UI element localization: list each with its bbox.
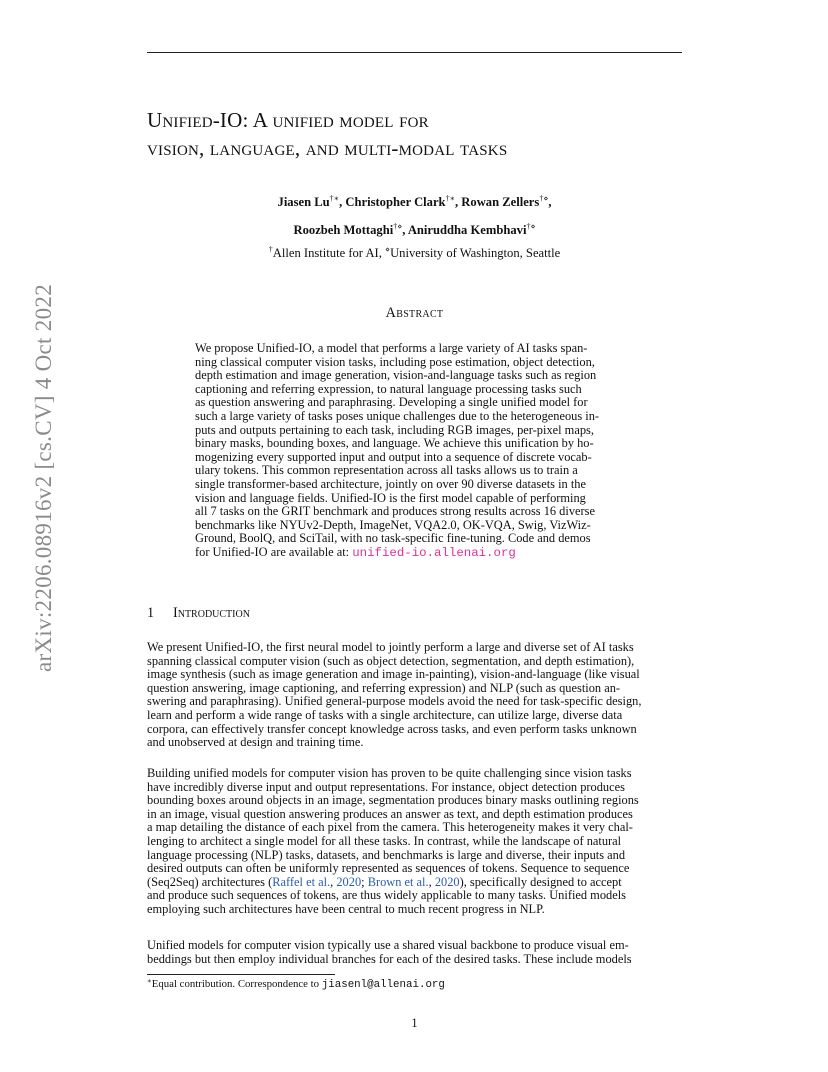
affil-org: University of Washington, Seattle [390, 246, 561, 260]
author-list [147, 188, 682, 244]
title-line-2: vision, language, and multi-modal tasks [147, 136, 508, 160]
author-sep: , [548, 195, 552, 209]
body-line: beddings but then employ individual branches for each of the desired tasks. These include models [147, 951, 632, 966]
abstract-line: all 7 tasks on the GRIT benchmark and produces strong results across 16 diverse [195, 504, 595, 519]
abstract-line: single transformer-based architecture, jointly on over 90 diverse datasets in the [195, 476, 586, 491]
author-name: Roozbeh Mottaghi [293, 223, 394, 237]
author-sep: , [455, 195, 462, 209]
abstract-line: puts and outputs pertaining to each task, including RGB images, per-pixel maps, [195, 422, 594, 437]
author-marks: †⋄ [539, 194, 549, 203]
citation-brown-year[interactable]: 2020 [434, 874, 460, 889]
body-text: , [428, 874, 435, 889]
author-name: Rowan Zellers [461, 195, 540, 209]
author-marks: †∗ [445, 194, 455, 203]
footnote-text: Equal contribution. Correspondence to [151, 978, 322, 990]
body-line: and unobserved at design and training time. [147, 735, 364, 750]
arxiv-identifier: arXiv:2206.08916v2 [cs.CV] 4 Oct 2022 [31, 284, 56, 672]
citation-raffel-year[interactable]: 2020 [336, 874, 362, 889]
affiliations [147, 244, 682, 262]
abstract-line [195, 546, 635, 561]
body-line: question answering, image captioning, and referring expression) and NLP (such as question an- [147, 680, 621, 695]
affil-mark: ⋄ [385, 245, 391, 254]
abstract-body [195, 342, 635, 561]
body-text: ; [361, 874, 368, 889]
author-name: Christopher Clark [345, 195, 446, 209]
body-line: a map detailing the distance of each pixel from the camera. This heterogeneity makes it very chal- [147, 820, 633, 835]
body-line: corpora, can effectively transfer concept knowledge across tasks, and even perform tasks unknown [147, 721, 637, 736]
page-number: 1 [411, 1016, 418, 1030]
body-line: Unified models for computer vision typically use a shared visual backbone to produce visual em- [147, 938, 629, 952]
project-link[interactable]: unified-io.allenai.org [352, 545, 516, 560]
author-marks: †⋄ [526, 222, 536, 231]
abstract-last-text: for Unified-IO are available at: [195, 544, 353, 559]
body-line: learn and perform a wide range of tasks with a single architecture, can utilize large, diverse data [147, 707, 623, 722]
abstract-line: captioning and referring expression, to natural language processing tasks such [195, 381, 582, 396]
body-line: employing such architectures have been central to much recent progress in NLP. [147, 901, 545, 916]
title-line-1: Unified-IO: A unified model for [147, 108, 429, 132]
body-text: (Seq2Seq) architectures ( [147, 874, 273, 889]
section-title: Introduction [173, 605, 250, 621]
abstract-line: vision and language fields. Unified-IO is the first model capable of performing [195, 490, 586, 505]
abstract-line: as question answering and paraphrasing. Developing a single unified model for [195, 395, 588, 410]
author-sep: , [402, 223, 408, 237]
intro-paragraph-1 [147, 641, 682, 750]
abstract-line: We propose Unified-IO, a model that performs a large variety of AI tasks span- [195, 341, 588, 355]
section-heading-introduction [147, 605, 250, 622]
abstract-line: ning classical computer vision tasks, including pose estimation, object detection, [195, 354, 595, 369]
affil-org: Allen Institute for AI, [272, 246, 386, 260]
citation-raffel[interactable]: Raffel et al. [272, 874, 331, 889]
body-line: and produce such sequences of tokens, are thus widely applicable to many tasks. Unified models [147, 888, 626, 903]
abstract-line: ulary tokens. This common representation across all tasks allows us to train a [195, 463, 578, 478]
body-line: desired outputs can often be uniformly represented as sequences of tokens. Sequence to sequence [147, 861, 630, 876]
abstract-line: such a large variety of tasks poses unique challenges due to the heterogeneous in- [195, 408, 600, 423]
section-number: 1 [147, 605, 155, 621]
abstract-heading: Abstract [385, 305, 444, 321]
abstract-line: mogenizing every supported input and output into a sequence of discrete vocab- [195, 449, 592, 464]
body-line: spanning classical computer vision (such as object detection, segmentation, and depth estimation), [147, 653, 635, 668]
citation-brown[interactable]: Brown et al. [367, 874, 429, 889]
body-text: , [330, 874, 337, 889]
body-line: lenging to architect a single model for all these tasks. In contrast, while the landscape of natural [147, 833, 622, 848]
contact-email[interactable]: jiasenl@allenai.org [321, 979, 445, 991]
footnote-rule [147, 974, 335, 975]
body-line: Building unified models for computer vision has proven to be quite challenging since vision tasks [147, 766, 632, 780]
author-name: Jiasen Lu [277, 195, 330, 209]
intro-paragraph-3 [147, 939, 682, 966]
paper-title [147, 106, 707, 162]
author-sep: , [339, 195, 346, 209]
footnote-mark: ∗ [147, 977, 152, 985]
body-line: swering and paraphrasing). Unified general-purpose models avoid the need for task-specific design, [147, 694, 642, 709]
body-line: in an image, visual question answering produces an answer as text, and depth estimation produces [147, 806, 633, 821]
footnote [147, 977, 445, 992]
abstract-line: binary masks, bounding boxes, and language. We achieve this unification by ho- [195, 436, 594, 451]
body-text: ), specifically designed to accept [459, 874, 622, 889]
author-marks: †⋄ [393, 222, 403, 231]
author-line-1 [147, 188, 682, 216]
body-line: image synthesis (such as image generation and image in-painting), vision-and-language (like visual [147, 667, 640, 682]
affil-mark: † [268, 245, 273, 254]
abstract-line: depth estimation and image generation, vision-and-language tasks such as region [195, 368, 597, 383]
author-line-2 [147, 216, 682, 244]
author-name: Aniruddha Kembhavi [407, 223, 527, 237]
body-line: have incredibly diverse input and output representations. For instance, object detection produces [147, 779, 625, 794]
abstract-line: benchmarks like NYUv2-Depth, ImageNet, VQA2.0, OK-VQA, Swig, VizWiz- [195, 517, 591, 532]
body-line-with-citations [147, 876, 682, 890]
author-marks: †∗ [329, 194, 340, 203]
abstract-line: Ground, BoolQ, and SciTail, with no task-specific fine-tuning. Code and demos [195, 531, 591, 546]
body-line: language processing (NLP) tasks, datasets, and benchmarks is large and diverse, their inputs and [147, 847, 626, 862]
top-rule [147, 52, 682, 53]
body-line: We present Unified-IO, the first neural model to jointly perform a large and diverse set of AI tasks [147, 640, 634, 654]
intro-paragraph-2 [147, 767, 682, 917]
body-line: bounding boxes around objects in an image, segmentation produces binary masks outlining regions [147, 793, 639, 808]
